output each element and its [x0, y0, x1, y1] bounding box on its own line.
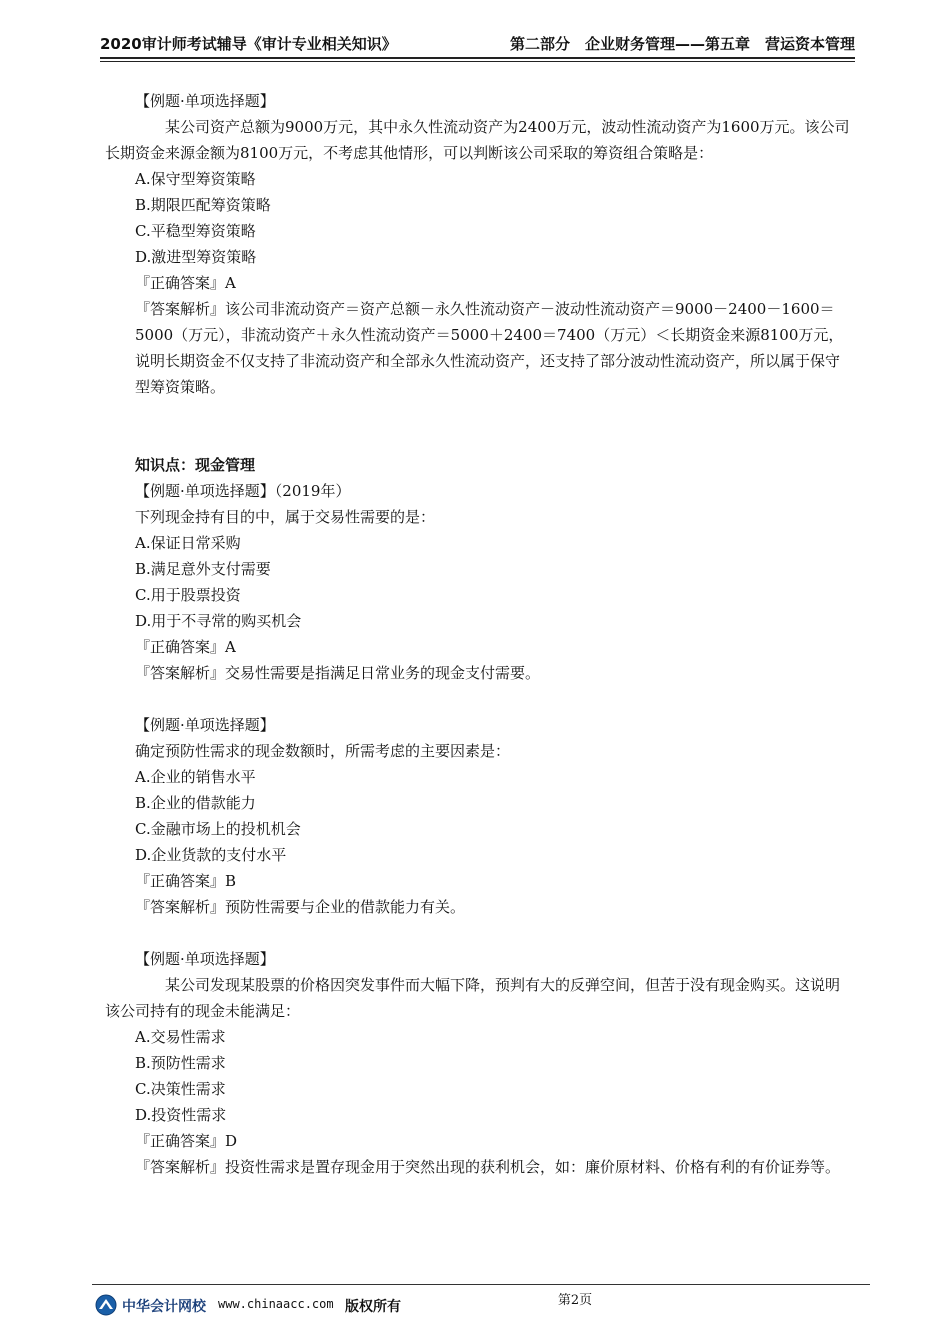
question-3-stem: 确定预防性需求的现金数额时，所需考虑的主要因素是： [135, 742, 511, 760]
question-2-stem: 下列现金持有目的中，属于交易性需要的是： [135, 508, 436, 526]
footer-rule [92, 1284, 870, 1285]
footer-rights: 版权所有 [345, 1299, 401, 1315]
section-title: 知识点：现金管理 [135, 456, 256, 474]
question-3-option-a: A.企业的销售水平 [135, 768, 256, 786]
question-3-title: 【例题·单项选择题】 [135, 716, 275, 734]
header-rule-thick [100, 57, 855, 59]
footer-url-link[interactable]: www.chinaacc.com [218, 1297, 334, 1311]
question-3-option-b: B.企业的借款能力 [135, 794, 256, 812]
document-body [105, 88, 851, 1180]
question-2-option-c: C.用于股票投资 [135, 586, 241, 604]
question-1-title: 【例题·单项选择题】 [135, 92, 275, 110]
question-1-option-d: D.激进型筹资策略 [135, 248, 257, 266]
page-header [100, 32, 855, 54]
chinaacc-logo-icon [95, 1294, 117, 1316]
question-4-option-d: D.投资性需求 [135, 1106, 227, 1124]
question-4-stem: 某公司发现某股票的价格因突发事件而大幅下降，预判有大的反弹空间，但苦于没有现金购买。这说明该公司持有的现金未能满足： [105, 976, 841, 1020]
question-3-option-c: C.金融市场上的投机机会 [135, 820, 301, 838]
question-4-option-a: A.交易性需求 [135, 1028, 226, 1046]
question-2-title: 【例题·单项选择题】（2019年） [135, 482, 351, 500]
question-2-answer: 『正确答案』A [135, 638, 236, 656]
question-3-option-d: D.企业货款的支付水平 [135, 846, 287, 864]
page-number: 第2页 [557, 1293, 593, 1308]
question-1-option-b: B.期限匹配筹资策略 [135, 196, 271, 214]
header-rule-thin [100, 61, 855, 62]
header-right-chapter: 第二部分 企业财务管理——第五章 营运资本管理 [509, 34, 855, 53]
question-2-option-d: D.用于不寻常的购买机会 [135, 612, 302, 630]
question-2-option-a: A.保证日常采购 [135, 534, 241, 552]
question-4-analysis: 『答案解析』投资性需求是置存现金用于突然出现的获利机会，如：廉价原材料、价格有利的有价证券等。 [135, 1158, 841, 1176]
question-3-analysis: 『答案解析』预防性需要与企业的借款能力有关。 [135, 898, 466, 916]
question-4-answer: 『正确答案』D [135, 1132, 238, 1150]
footer-brand: 中华会计网校 [122, 1299, 206, 1315]
question-3-answer: 『正确答案』B [135, 872, 237, 890]
question-2-option-b: B.满足意外支付需要 [135, 560, 271, 578]
question-4-title: 【例题·单项选择题】 [135, 950, 275, 968]
question-1-stem: 某公司资产总额为9000万元，其中永久性流动资产为2400万元，波动性流动资产为1600万元。该公司长期资金来源金额为8100万元，不考虑其他情形，可以判断该公司采取的筹资组合策略是： [105, 118, 850, 162]
header-left-title: 2020审计师考试辅导《审计专业相关知识》 [100, 34, 397, 53]
question-4-option-b: B.预防性需求 [135, 1054, 226, 1072]
question-2-analysis: 『答案解析』交易性需要是指满足日常业务的现金支付需要。 [135, 664, 541, 682]
question-4-option-c: C.决策性需求 [135, 1080, 226, 1098]
question-1-option-c: C.平稳型筹资策略 [135, 222, 256, 240]
question-1-analysis: 『答案解析』该公司非流动资产＝资产总额－永久性流动资产－波动性流动资产＝9000－2400－1600＝5000（万元），非流动资产＋永久性流动资产＝5000＋2400＝7400（万元）＜长期资金来源8100万元，说明长期资金不仅支持了非流动资产和全部永久性流动资产，还支持了部分波动性流动资产，所以属于保守型筹资策略。 [135, 300, 844, 396]
question-1-answer: 『正确答案』A [135, 274, 236, 292]
question-1-option-a: A.保守型筹资策略 [135, 170, 256, 188]
